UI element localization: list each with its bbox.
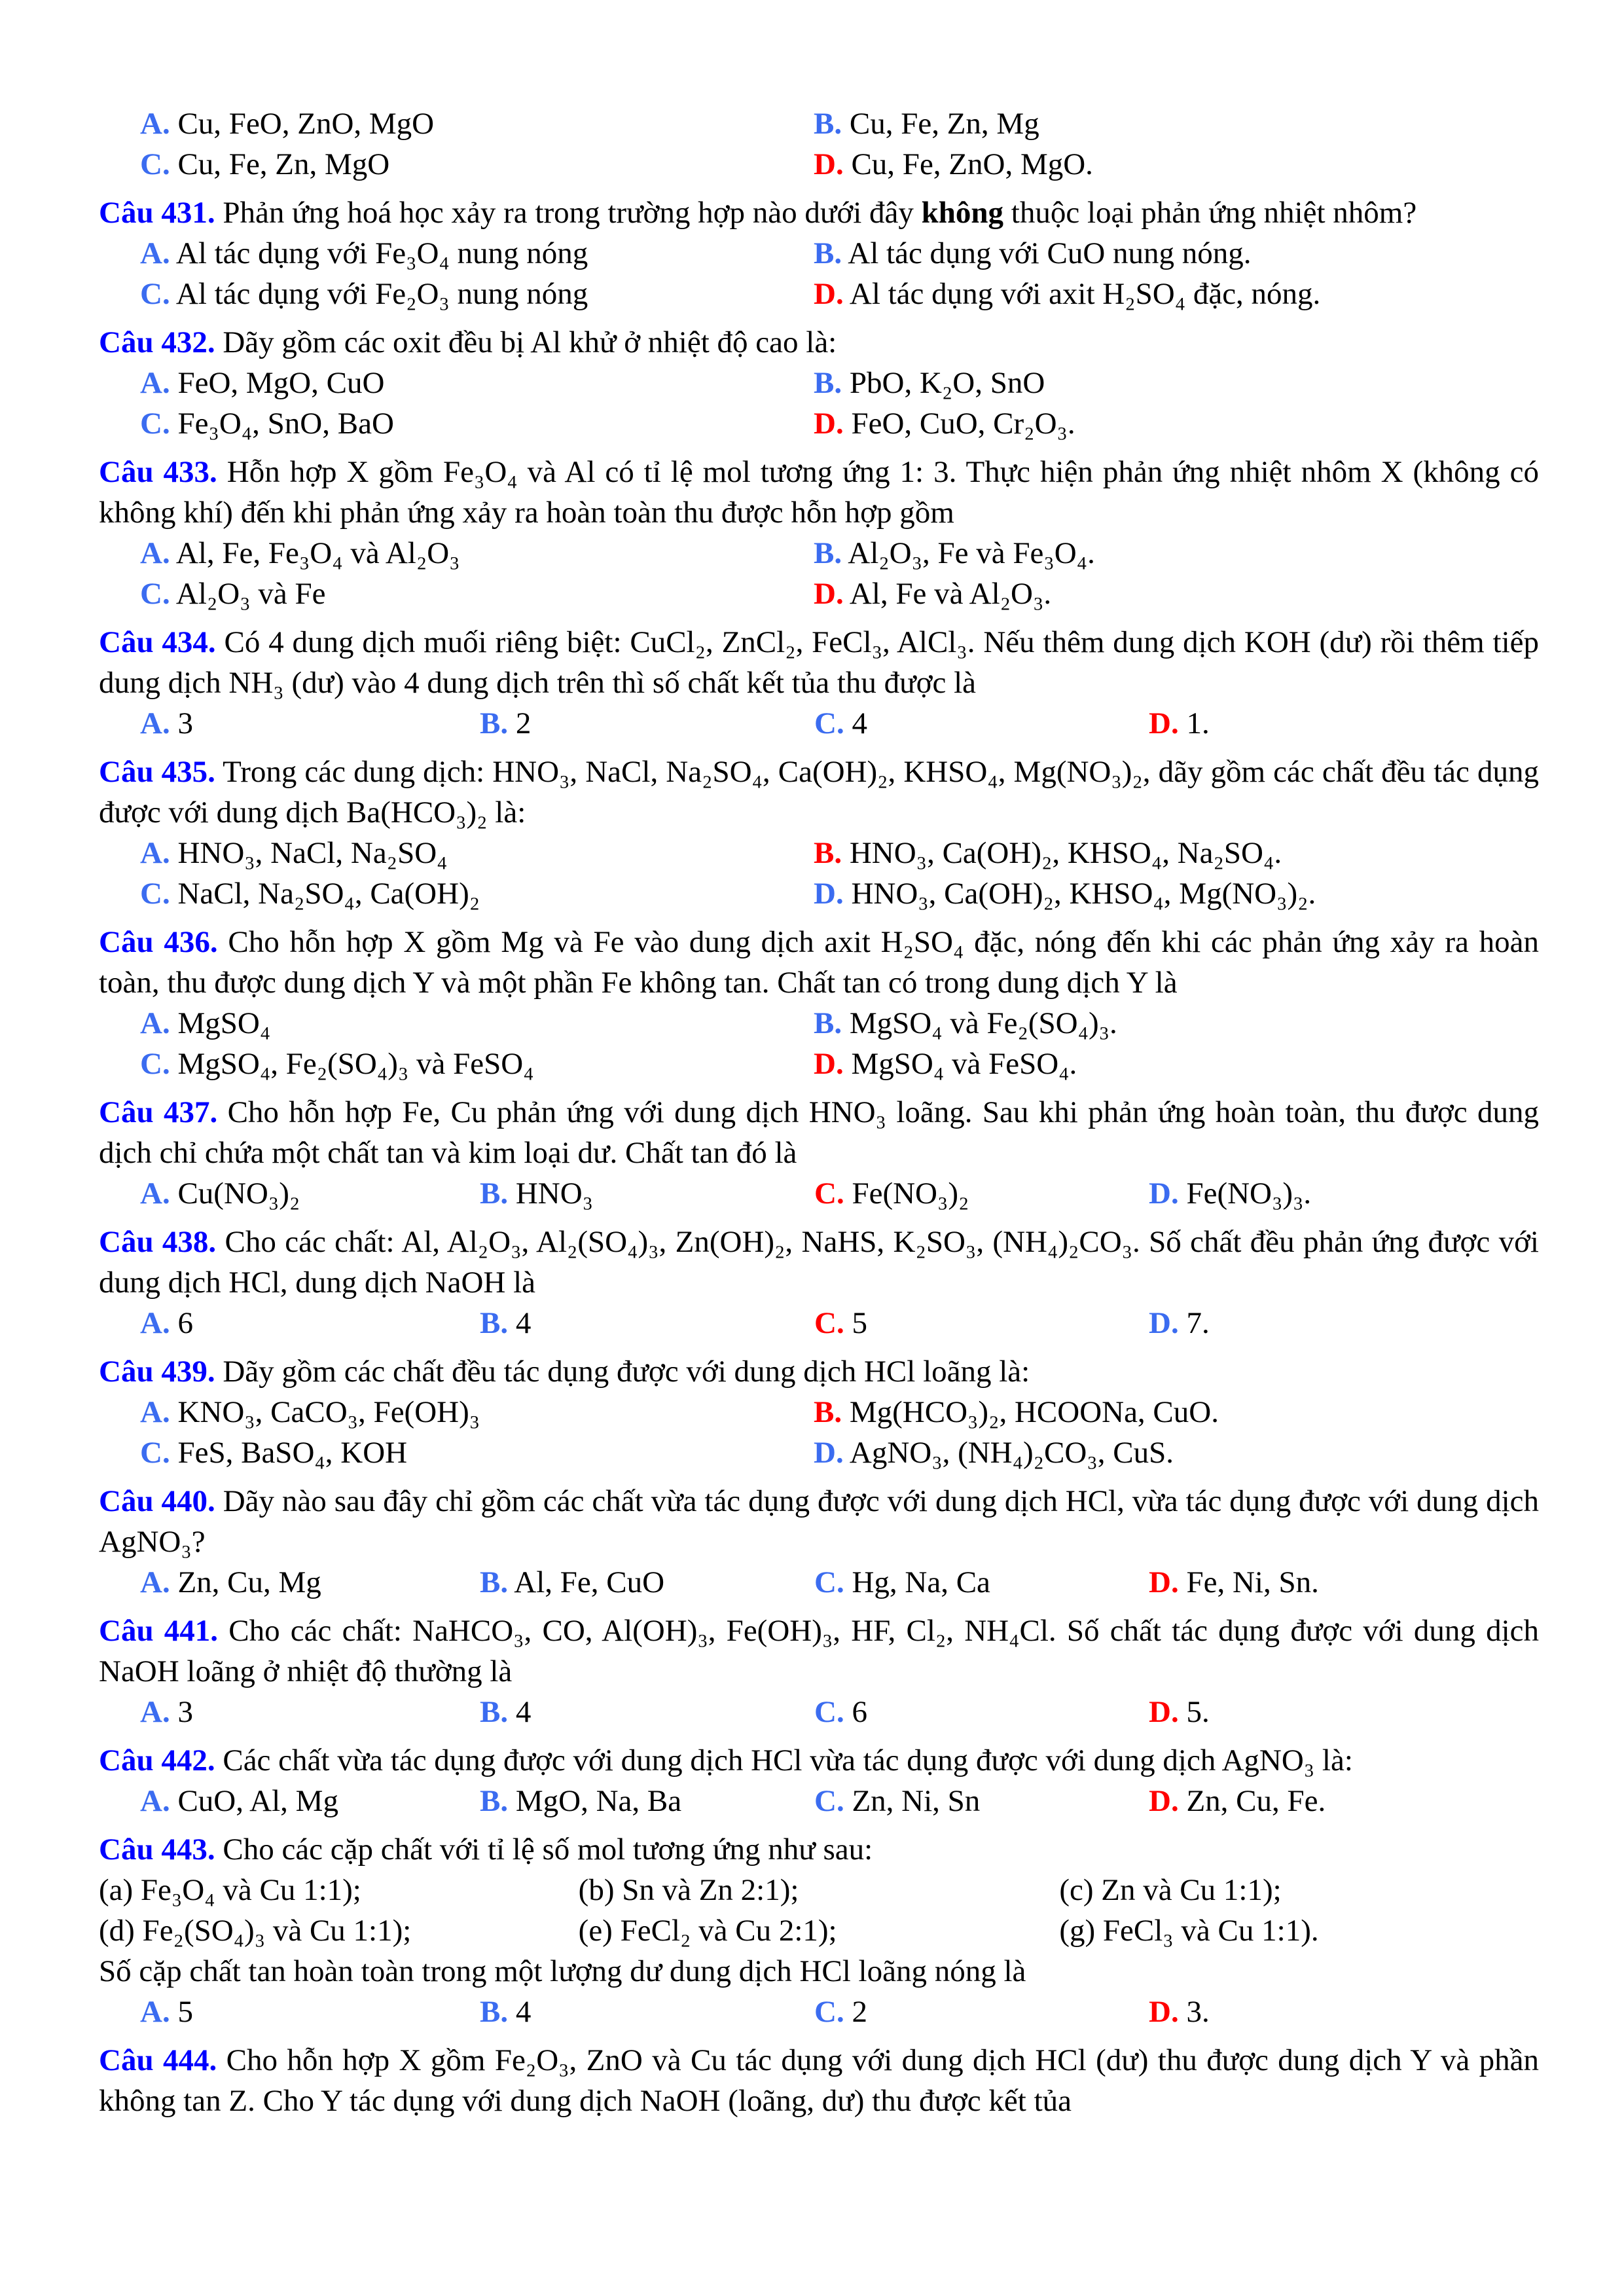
option-label: B. <box>814 107 842 141</box>
question-text-segment: Cho các chất: Al, Al₂O₃, Al₂(SO₄)₃, Zn(OH)₂, NaHS, K₂SO₃, (NH₄)₂CO₃. Số chất đều phản ứng được với dung dịch HCl, dung dịch NaOH là <box>99 1225 1539 1300</box>
question-441 <box>99 1611 1539 1732</box>
question-stem: Số cặp chất tan hoàn toàn trong một lượng dư dung dịch HCl loãng nóng là <box>99 1954 1026 1988</box>
option-a <box>140 1392 814 1432</box>
option-text: HNO₃, Ca(OH)₂, KHSO₄, Mg(NO₃)₂. <box>851 877 1316 911</box>
option-d <box>1149 1692 1483 1732</box>
option-label: C. <box>140 1436 170 1470</box>
option-b <box>480 1173 814 1214</box>
option-text: Zn, Ni, Sn <box>852 1784 981 1818</box>
options-row <box>99 144 1539 185</box>
option-label: D. <box>1149 1306 1179 1340</box>
question-text <box>99 322 1539 363</box>
option-label: D. <box>1149 706 1179 740</box>
option-label: A. <box>140 1565 170 1599</box>
option-b <box>480 1562 814 1603</box>
options-row <box>99 1781 1539 1821</box>
question-number: Câu 444. <box>99 2043 217 2077</box>
pair-item: (b) Sn và Zn 2:1); <box>578 1873 799 1907</box>
question-text-segment: Dãy gồm các chất đều tác dụng được với dung dịch HCl loãng là: <box>215 1355 1030 1389</box>
option-text: MgSO₄ <box>177 1006 271 1040</box>
question-number: Câu 437. <box>99 1095 218 1129</box>
option-text: Al, Fe, CuO <box>514 1565 665 1599</box>
option-text: HNO₃ <box>515 1176 594 1211</box>
option-label: B. <box>480 706 509 740</box>
option-text: Hg, Na, Ca <box>852 1565 990 1599</box>
option-label: C. <box>814 1995 844 2029</box>
option-label: B. <box>480 1784 509 1818</box>
option-text: FeS, BaSO₄, KOH <box>177 1436 408 1470</box>
option-text: Cu, Fe, ZnO, MgO. <box>851 147 1093 181</box>
option-label: B. <box>480 1995 509 2029</box>
option-label: C. <box>140 277 170 311</box>
option-label: A. <box>140 107 170 141</box>
option-label: C. <box>140 1047 170 1081</box>
option-text: Al, Fe và Al₂O₃. <box>849 577 1052 611</box>
option-a <box>140 833 814 873</box>
option-a <box>140 1562 480 1603</box>
option-label: A. <box>140 1395 170 1429</box>
option-text: 4 <box>515 1306 532 1340</box>
question-440 <box>99 1481 1539 1603</box>
options-row <box>99 873 1539 914</box>
question-433 <box>99 452 1539 614</box>
option-d <box>814 403 1487 444</box>
question-text <box>99 1481 1539 1562</box>
question-text <box>99 752 1539 833</box>
option-text: Cu, FeO, ZnO, MgO <box>177 107 435 141</box>
question-text-segment: thuộc loại phản ứng nhiệt nhôm? <box>1003 196 1417 230</box>
question-number: Câu 434. <box>99 625 216 659</box>
options-row <box>99 1562 1539 1603</box>
option-a <box>140 1003 814 1044</box>
option-c <box>140 274 814 314</box>
option-d <box>814 1044 1487 1084</box>
option-text: 4 <box>515 1695 532 1729</box>
option-a <box>140 233 814 274</box>
option-label: A. <box>140 1784 170 1818</box>
option-text: 3 <box>177 706 193 740</box>
option-label: C. <box>814 1784 844 1818</box>
option-c <box>140 403 814 444</box>
option-label: B. <box>814 536 842 570</box>
option-text: 4 <box>852 706 867 740</box>
option-label: B. <box>814 366 842 400</box>
leading-options <box>99 103 1539 185</box>
question-text-segment: Dãy nào sau đây chỉ gồm các chất vừa tác dụng được với dung dịch HCl, vừa tác dụng được với dung dịch AgNO₃? <box>99 1484 1539 1559</box>
option-a <box>140 1303 480 1343</box>
options-row <box>99 1392 1539 1432</box>
option-label: A. <box>140 836 170 870</box>
option-text: Al tác dụng với Fe₂O₃ nung nóng <box>175 277 588 311</box>
options-row <box>99 403 1539 444</box>
options-row <box>99 574 1539 614</box>
options-row <box>99 533 1539 574</box>
option-text: KNO₃, CaCO₃, Fe(OH)₃ <box>177 1395 480 1429</box>
option-label: A. <box>140 236 170 270</box>
option-text: Al tác dụng với CuO nung nóng. <box>848 236 1252 270</box>
option-label: C. <box>140 407 170 441</box>
option-d <box>1149 1992 1483 2032</box>
option-label: D. <box>1149 1565 1179 1599</box>
question-432 <box>99 322 1539 444</box>
question-text <box>99 622 1539 703</box>
option-b <box>480 703 814 744</box>
option-label: B. <box>480 1695 509 1729</box>
option-text: Al₂O₃ và Fe <box>175 577 326 611</box>
option-text: 6 <box>852 1695 867 1729</box>
option-text: 1. <box>1186 706 1210 740</box>
option-label: D. <box>1149 1695 1179 1729</box>
question-number: Câu 433. <box>99 455 217 489</box>
question-442 <box>99 1740 1539 1821</box>
option-label: C. <box>140 147 170 181</box>
option-text: 4 <box>515 1995 532 2029</box>
option-a <box>140 1781 480 1821</box>
option-text: 2 <box>515 706 532 740</box>
pair-item: (e) FeCl₂ và Cu 2:1); <box>578 1914 837 1948</box>
question-435 <box>99 752 1539 914</box>
option-label: B. <box>814 836 842 870</box>
options-row <box>99 1173 1539 1214</box>
question-text-segment: Cho các cặp chất với tỉ lệ số mol tương ứng như sau: <box>215 1832 873 1867</box>
question-number: Câu 438. <box>99 1225 217 1259</box>
option-b <box>480 1303 814 1343</box>
option-b <box>814 1392 1487 1432</box>
option-label: C. <box>814 1695 844 1729</box>
options-row <box>99 1432 1539 1473</box>
option-label: C. <box>140 577 170 611</box>
option-c <box>814 1562 1149 1603</box>
option-label: A. <box>140 536 170 570</box>
option-text: MgSO₄ và Fe₂(SO₄)₃. <box>849 1006 1117 1040</box>
option-label: D. <box>1149 1784 1179 1818</box>
pair-item: (a) Fe₃O₄ và Cu 1:1); <box>99 1873 361 1907</box>
option-text: Cu, Fe, Zn, Mg <box>849 107 1039 141</box>
option-text: 3. <box>1186 1995 1210 2029</box>
question-text <box>99 452 1539 533</box>
option-d <box>814 144 1487 185</box>
question-sheet <box>99 103 1539 2121</box>
option-label: C. <box>814 1565 844 1599</box>
option-d <box>1149 703 1483 744</box>
option-label: D. <box>814 1436 844 1470</box>
pairs-row <box>99 1910 1539 1951</box>
question-text <box>99 1740 1539 1781</box>
option-label: B. <box>480 1176 509 1211</box>
question-438 <box>99 1222 1539 1343</box>
option-text: Fe₃O₄, SnO, BaO <box>177 407 394 441</box>
option-label: C. <box>140 877 170 911</box>
option-b <box>814 533 1487 574</box>
options-row <box>99 363 1539 403</box>
option-label: D. <box>1149 1995 1179 2029</box>
option-text: Al tác dụng với axit H₂SO₄ đặc, nóng. <box>849 277 1321 311</box>
option-label: A. <box>140 1695 170 1729</box>
option-text: FeO, CuO, Cr₂O₃. <box>851 407 1075 441</box>
option-c <box>140 574 814 614</box>
option-b <box>814 233 1487 274</box>
question-text-segment: Cho hỗn hợp Fe, Cu phản ứng với dung dịch HNO₃ loãng. Sau khi phản ứng hoàn toàn, thu được dung dịch chỉ chứa một chất tan và kim loại dư. Chất tan đó là <box>99 1095 1539 1170</box>
option-a <box>140 703 480 744</box>
option-text: HNO₃, Ca(OH)₂, KHSO₄, Na₂SO₄. <box>849 836 1282 870</box>
question-number: Câu 432. <box>99 325 215 359</box>
option-text: Fe(NO₃)₂ <box>852 1176 969 1211</box>
question-437 <box>99 1092 1539 1214</box>
option-label: A. <box>140 1176 170 1211</box>
option-c <box>814 703 1149 744</box>
question-431 <box>99 192 1539 314</box>
option-a <box>140 533 814 574</box>
question-number: Câu 442. <box>99 1743 215 1777</box>
question-number: Câu 436. <box>99 925 218 959</box>
option-a <box>140 1992 480 2032</box>
option-b <box>480 1692 814 1732</box>
option-c <box>140 1432 814 1473</box>
option-label: A. <box>140 1306 170 1340</box>
question-436 <box>99 922 1539 1084</box>
option-text: Cu(NO₃)₂ <box>177 1176 300 1211</box>
question-439 <box>99 1351 1539 1473</box>
question-text <box>99 1829 1539 1870</box>
option-text: Al₂O₃, Fe và Fe₃O₄. <box>848 536 1095 570</box>
question-text-segment: Hỗn hợp X gồm Fe₃O₄ và Al có tỉ lệ mol tương ứng 1: 3. Thực hiện phản ứng nhiệt nhôm X (không có không khí) đến khi phản ứng xảy ra hoàn toàn thu được hỗn hợp gồm <box>99 455 1539 530</box>
option-label: A. <box>140 1995 170 2029</box>
question-number: Câu 441. <box>99 1614 219 1648</box>
question-text-segment: Cho hỗn hợp X gồm Fe₂O₃, ZnO và Cu tác dụng với dung dịch HCl (dư) thu được dung dịch Y và phần không tan Z. Cho Y tác dụng với dung dịch NaOH (loãng, dư) thu được kết tủa <box>99 2043 1539 2118</box>
question-text <box>99 1351 1539 1392</box>
option-d <box>814 1432 1487 1473</box>
option-text: Fe(NO₃)₃. <box>1186 1176 1312 1211</box>
option-label: D. <box>814 577 844 611</box>
option-b <box>814 1003 1487 1044</box>
question-text-segment: Có 4 dung dịch muối riêng biệt: CuCl₂, ZnCl₂, FeCl₃, AlCl₃. Nếu thêm dung dịch KOH (dư) rồi thêm tiếp dung dịch NH₃ (dư) vào 4 dung dịch trên thì số chất kết tủa thu được là <box>99 625 1539 700</box>
question-text <box>99 1222 1539 1303</box>
option-label: D. <box>814 1047 844 1081</box>
option-text: Mg(HCO₃)₂, HCOONa, CuO. <box>849 1395 1219 1429</box>
option-c <box>814 1692 1149 1732</box>
option-text: AgNO₃, (NH₄)₂CO₃, CuS. <box>849 1436 1174 1470</box>
question-443 <box>99 1829 1539 2032</box>
option-b <box>480 1781 814 1821</box>
option-text: Zn, Cu, Mg <box>177 1565 321 1599</box>
question-text <box>99 192 1539 233</box>
options-row <box>99 103 1539 144</box>
options-row <box>99 274 1539 314</box>
option-text: Fe, Ni, Sn. <box>1186 1565 1319 1599</box>
option-label: C. <box>814 1176 844 1211</box>
option-c <box>814 1781 1149 1821</box>
option-text: FeO, MgO, CuO <box>177 366 385 400</box>
option-d <box>814 873 1487 914</box>
option-d <box>1149 1781 1483 1821</box>
options-row <box>99 1992 1539 2032</box>
option-text: Al, Fe, Fe₃O₄ và Al₂O₃ <box>175 536 460 570</box>
option-d <box>814 574 1487 614</box>
question-number: Câu 435. <box>99 755 215 789</box>
options-row <box>99 1303 1539 1343</box>
options-row <box>99 1003 1539 1044</box>
option-c <box>814 1173 1149 1214</box>
option-label: A. <box>140 706 170 740</box>
option-text: 7. <box>1186 1306 1210 1340</box>
option-label: B. <box>814 1395 842 1429</box>
options-row <box>99 833 1539 873</box>
option-label: C. <box>814 1306 844 1340</box>
option-a <box>140 1692 480 1732</box>
pairs-row <box>99 1870 1539 1910</box>
option-d <box>1149 1173 1483 1214</box>
option-b <box>814 103 1487 144</box>
pair-item: (c) Zn và Cu 1:1); <box>1059 1873 1282 1907</box>
option-text: Al tác dụng với Fe₃O₄ nung nóng <box>175 236 588 270</box>
option-text: CuO, Al, Mg <box>177 1784 338 1818</box>
options-row <box>99 1044 1539 1084</box>
option-a <box>140 363 814 403</box>
option-label: D. <box>814 147 844 181</box>
question-number: Câu 439. <box>99 1355 215 1389</box>
question-number: Câu 440. <box>99 1484 215 1518</box>
options-row <box>99 1692 1539 1732</box>
option-label: D. <box>814 407 844 441</box>
option-text: HNO₃, NaCl, Na₂SO₄ <box>177 836 448 870</box>
emphasis-text: không <box>921 196 1004 230</box>
option-label: D. <box>814 277 844 311</box>
option-text: 5 <box>852 1306 867 1340</box>
option-text: Zn, Cu, Fe. <box>1186 1784 1326 1818</box>
option-label: B. <box>480 1565 509 1599</box>
option-d <box>814 274 1487 314</box>
option-label: D. <box>814 877 844 911</box>
question-text <box>99 2040 1539 2121</box>
option-a <box>140 1173 480 1214</box>
option-b <box>480 1992 814 2032</box>
option-label: A. <box>140 366 170 400</box>
question-434 <box>99 622 1539 744</box>
option-b <box>814 833 1487 873</box>
option-c <box>140 144 814 185</box>
option-text: MgSO₄, Fe₂(SO₄)₃ và FeSO₄ <box>177 1047 534 1081</box>
option-label: C. <box>814 706 844 740</box>
question-text-segment: Trong các dung dịch: HNO₃, NaCl, Na₂SO₄, Ca(OH)₂, KHSO₄, Mg(NO₃)₂, dãy gồm các chất đều tác dụng được với dung dịch Ba(HCO₃)₂ là: <box>99 755 1539 829</box>
option-label: B. <box>480 1306 509 1340</box>
option-label: A. <box>140 1006 170 1040</box>
question-text <box>99 1611 1539 1692</box>
option-text: Cu, Fe, Zn, MgO <box>177 147 390 181</box>
option-c <box>814 1303 1149 1343</box>
option-text: MgSO₄ và FeSO₄. <box>851 1047 1077 1081</box>
option-label: D. <box>1149 1176 1179 1211</box>
pair-item: (g) FeCl₃ và Cu 1:1). <box>1059 1914 1319 1948</box>
option-b <box>814 363 1487 403</box>
question-text-segment: Cho các chất: NaHCO₃, CO, Al(OH)₃, Fe(OH)₃, HF, Cl₂, NH₄Cl. Số chất tác dụng được với dung dịch NaOH loãng ở nhiệt độ thường là <box>99 1614 1539 1688</box>
option-c <box>140 1044 814 1084</box>
option-text: MgO, Na, Ba <box>515 1784 682 1818</box>
question-text-segment: Các chất vừa tác dụng được với dung dịch HCl vừa tác dụng được với dung dịch AgNO₃ là: <box>215 1743 1353 1777</box>
question-text <box>99 1092 1539 1173</box>
option-text: 2 <box>852 1995 867 2029</box>
option-text: 3 <box>177 1695 193 1729</box>
question-444 <box>99 2040 1539 2121</box>
question-text <box>99 922 1539 1003</box>
option-text: 5 <box>177 1995 193 2029</box>
option-a <box>140 103 814 144</box>
option-label: B. <box>814 236 842 270</box>
option-text: NaCl, Na₂SO₄, Ca(OH)₂ <box>177 877 480 911</box>
option-c <box>814 1992 1149 2032</box>
question-number: Câu 443. <box>99 1832 215 1867</box>
option-text: 6 <box>177 1306 193 1340</box>
question-text-segment: Phản ứng hoá học xảy ra trong trường hợp nào dưới đây <box>215 196 922 230</box>
options-row <box>99 233 1539 274</box>
option-d <box>1149 1562 1483 1603</box>
option-text: 5. <box>1186 1695 1210 1729</box>
option-c <box>140 873 814 914</box>
option-text: PbO, K₂O, SnO <box>849 366 1045 400</box>
question-text-segment: Dãy gồm các oxit đều bị Al khử ở nhiệt độ cao là: <box>215 325 837 359</box>
question-number: Câu 431. <box>99 196 215 230</box>
options-row <box>99 703 1539 744</box>
option-label: B. <box>814 1006 842 1040</box>
question-text-segment: Cho hỗn hợp X gồm Mg và Fe vào dung dịch axit H₂SO₄ đặc, nóng đến khi các phản ứng xảy ra hoàn toàn, thu được dung dịch Y và một phần Fe không tan. Chất tan có trong dung dịch Y là <box>99 925 1539 1000</box>
option-d <box>1149 1303 1483 1343</box>
pair-item: (d) Fe₂(SO₄)₃ và Cu 1:1); <box>99 1914 412 1948</box>
